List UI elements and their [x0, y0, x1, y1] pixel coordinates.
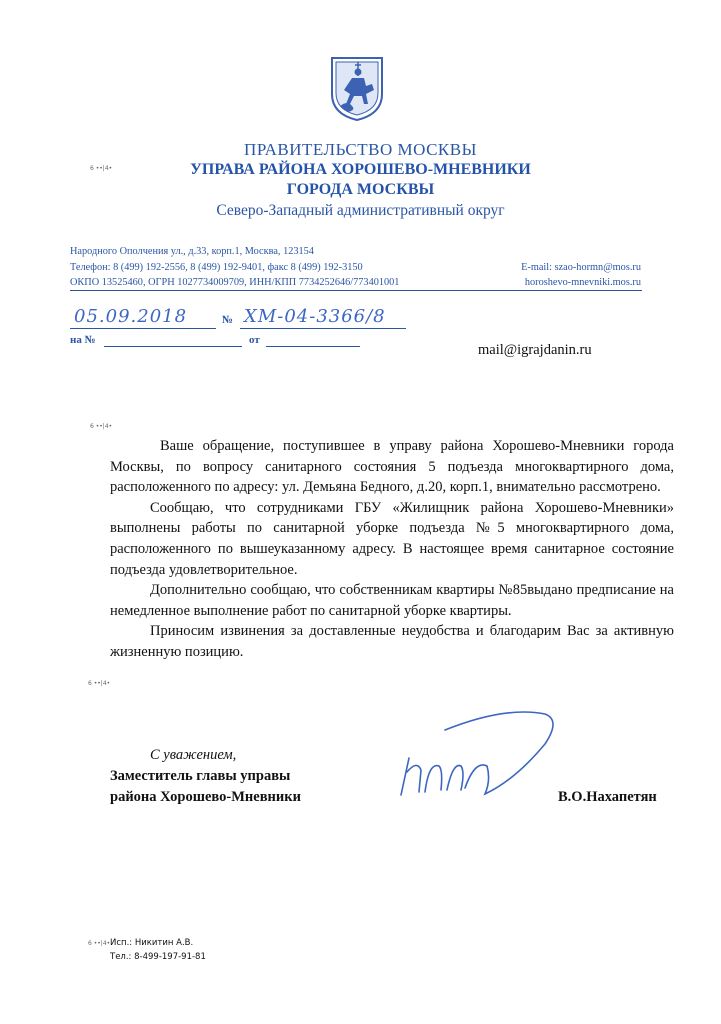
uprava-title: УПРАВА РАЙОНА ХОРОШЕВО-МНЕВНИКИ — [190, 161, 531, 178]
phone-line: Телефон: 8 (499) 192-2556, 8 (499) 192-9401, факс 8 (499) 192-3150 — [70, 262, 363, 273]
city-title: ГОРОДА МОСКВЫ — [286, 181, 435, 198]
paragraph-2: Сообщаю, что сотрудниками ГБУ «Жилищник района Хорошево-Мневники» выполнены работы по санитарной уборке подъезда №5 многоквартирного дома, расположенного по вышеуказанному адресу. В настоящее время санитарное состояние подъезда удовлетворительное. — [110, 499, 674, 578]
executor-name: Исп.: Никитин А.В. — [110, 938, 194, 948]
signer-title-1: Заместитель главы управы — [110, 768, 291, 784]
handwritten-signature-icon — [395, 700, 565, 810]
ref-number: ХМ-04-3366/8 — [244, 306, 386, 327]
header-divider — [70, 290, 642, 291]
email-contact: E-mail: szao-hormn@mos.ru — [521, 262, 641, 273]
recipient-email: mail@igrajdanin.ru — [478, 342, 592, 358]
reply-number-line — [104, 330, 242, 347]
reply-label: на № — [70, 334, 96, 346]
signer-title-2: района Хорошево-Мневники — [110, 789, 301, 805]
greeting: С уважением, — [150, 747, 237, 763]
letter-body — [110, 436, 674, 663]
scan-mark: 6 ••|4• — [88, 680, 111, 687]
website-contact: horoshevo-mnevniki.mos.ru — [524, 277, 641, 288]
paragraph-3: Дополнительно сообщаю, что собственникам квартиры №85выдано предписание на немедленное выполнение работ по санитарной уборке квартиры. — [110, 582, 674, 619]
executor-phone: Тел.: 8-499-197-91-81 — [110, 952, 206, 962]
scan-mark: 6 ••|4• — [90, 165, 113, 172]
government-title: ПРАВИТЕЛЬСТВО МОСКВЫ — [244, 140, 477, 159]
ref-date: 05.09.2018 — [74, 306, 188, 327]
okrug-title: Северо-Западный административный округ — [216, 202, 505, 219]
scan-mark: 6 ••|4• — [88, 940, 111, 947]
paragraph-1: Ваше обращение, поступившее в управу района Хорошево-Мневники города Москвы, по вопросу санитарного состояния 5 подъезда многоквартирного дома, расположенного по адресу: ул. Демьяна Бедного, д.20, корп.1, внимательно рассмотрено. — [110, 438, 674, 496]
from-label: от — [249, 334, 260, 346]
moscow-coat-of-arms-icon — [328, 56, 386, 122]
address-line: Народного Ополчения ул., д.33, корп.1, Москва, 123154 — [70, 246, 314, 257]
reply-date-line — [266, 330, 360, 347]
paragraph-4: Приносим извинения за доставленные неудобства и благодарим Вас за активную жизненную позицию. — [110, 623, 674, 660]
executor-info — [110, 936, 206, 964]
number-label: № — [222, 314, 234, 326]
signer-name: В.О.Нахапетян — [558, 789, 657, 805]
codes-line: ОКПО 13525460, ОГРН 1027734009709, ИНН/КПП 7734252646/773401001 — [70, 277, 400, 288]
scan-mark: 6 ••|4• — [90, 423, 113, 430]
